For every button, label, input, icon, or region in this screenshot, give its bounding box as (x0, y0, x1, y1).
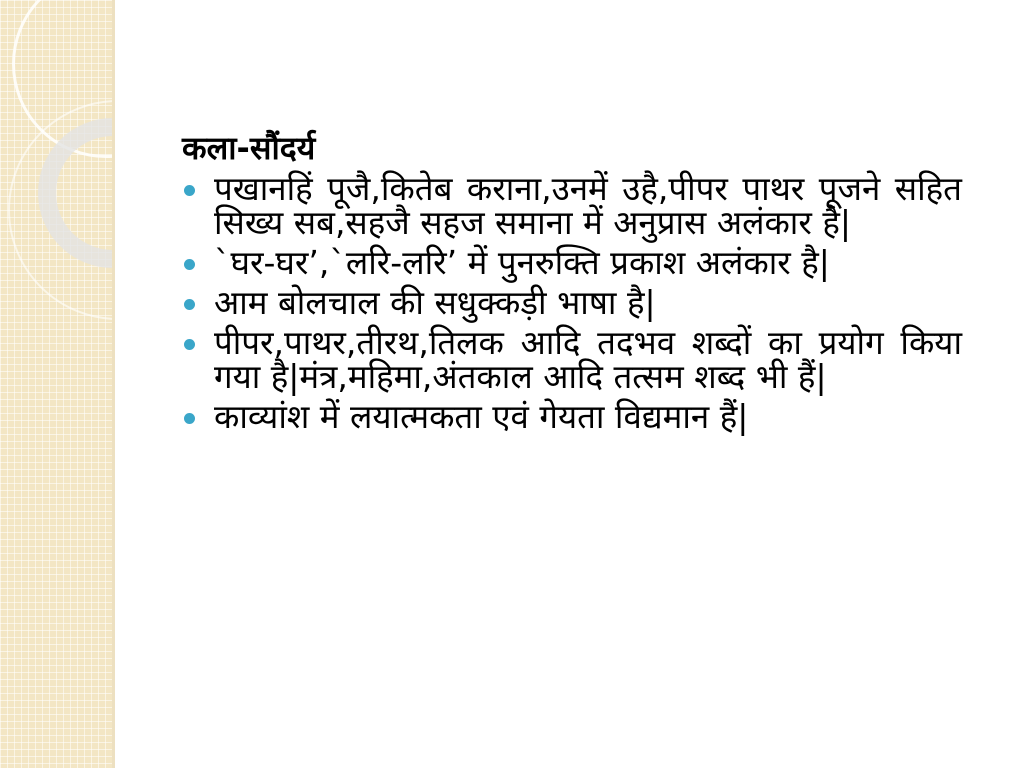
bullet-dot-icon (184, 299, 195, 310)
decorative-side-panel (0, 0, 112, 768)
bullet-item (182, 283, 962, 322)
bullet-list (182, 169, 962, 436)
bullet-dot-icon (184, 413, 195, 424)
bullet-item (182, 243, 962, 282)
bullet-dot-icon (184, 259, 195, 270)
bullet-item (182, 397, 962, 436)
bullet-text: `घर-घर’,`लरि-लरि’ में पुनरुक्ति प्रकाश अलंकार है| (214, 243, 830, 282)
bullet-text: काव्यांश में लयात्मकता एवं गेयता विद्यमान हैं| (214, 397, 749, 436)
bullet-dot-icon (184, 185, 195, 196)
bullet-text: पखानहिं पूजै,कितेब कराना,उनमें उहै,पीपर पाथर पूजने सहित सिख्य सब,सहजै सहज समाना में अनुप्रास अलंकार है| (214, 169, 962, 242)
slide-heading: कला-सौंदर्य (182, 129, 316, 167)
bullet-dot-icon (184, 339, 195, 350)
bullet-text: आम बोलचाल की सधुक्कड़ी भाषा है| (214, 283, 656, 322)
bullet-item (182, 169, 962, 242)
bullet-item (182, 323, 962, 396)
bullet-text: पीपर,पाथर,तीरथ,तिलक आदि तदभव शब्दों का प्रयोग किया गया है|मंत्र,महिमा,अंतकाल आदि तत्सम शब्द भी हैं| (214, 323, 962, 396)
side-panel-edge (112, 0, 115, 768)
slide-content (182, 126, 962, 440)
